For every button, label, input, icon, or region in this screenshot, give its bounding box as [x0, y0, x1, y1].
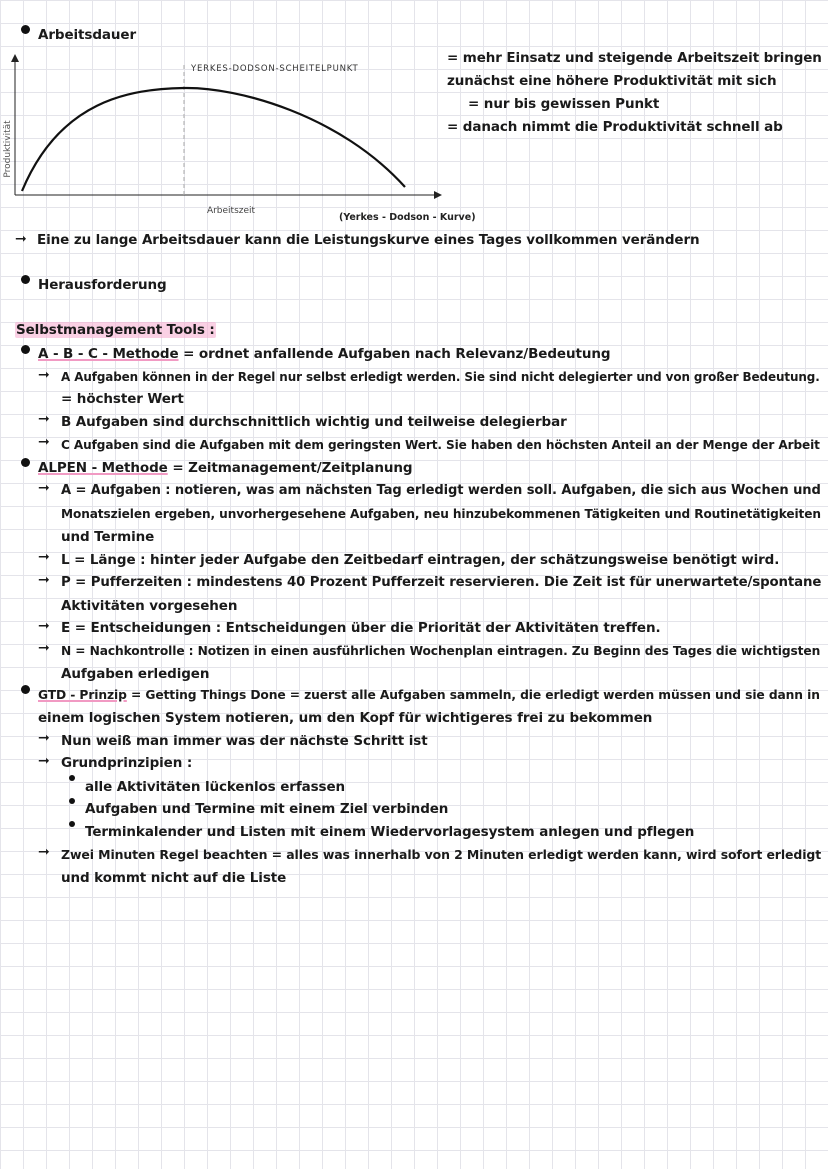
arrow-icon: ➞ [38, 480, 50, 496]
bullet-dot [21, 458, 30, 467]
bullet-dot [21, 345, 30, 354]
alpen-a-line-2: Monatszielen ergeben, unvorhergesehene Aufgaben, neu hinzubekommenen Tätigkeiten und Routinetätigkeiten [61, 507, 821, 521]
note-line-4: = danach nimmt die Produktivität schnell ab [447, 119, 783, 135]
gtd-principle-1: alle Aktivitäten lückenlos erfassen [85, 779, 346, 795]
alpen-p-line-1: P = Pufferzeiten : mindestens 40 Prozent Pufferzeit reservieren. Die Zeit ist für unerwartete/spontane [61, 575, 822, 590]
y-axis-label: Produktivität [3, 120, 13, 178]
gtd-title: GTD - Prinzip [38, 688, 127, 702]
gtd-title-line [38, 686, 820, 704]
abc-c-line: C Aufgaben sind die Aufgaben mit dem geringsten Wert. Sie haben den höchsten Anteil an der Menge der Arbeit [61, 438, 820, 452]
alpen-n-line-1: N = Nachkontrolle : Notizen in einen ausführlichen Wochenplan eintragen. Zu Beginn des Tages die wichtigsten [61, 644, 821, 658]
abc-b-line: B Aufgaben sind durchschnittlich wichtig und teilweise delegierbar [61, 414, 567, 430]
gtd-principle-2: Aufgaben und Termine mit einem Ziel verbinden [85, 801, 449, 817]
bullet-dot [69, 775, 75, 781]
gtd-title-rest: = Getting Things Done = zuerst alle Aufgaben sammeln, die erledigt werden müssen und sie dann in [126, 688, 820, 702]
x-axis-label: Arbeitszeit [206, 206, 256, 216]
arrow-icon: ➞ [38, 618, 50, 634]
gtd-next-step: Nun weiß man immer was der nächste Schritt ist [61, 733, 428, 749]
alpen-n-line-2: Aufgaben erledigen [61, 666, 210, 682]
arrow-icon: ➞ [38, 730, 50, 746]
tools-heading-text: Selbstmanagement Tools : [16, 322, 215, 338]
alpen-title-line [38, 459, 412, 477]
abc-a-line-2: = höchster Wert [61, 391, 184, 407]
note-line-1: = mehr Einsatz und steigende Arbeitszeit bringen [447, 50, 822, 66]
arrow-icon: ➞ [38, 549, 50, 565]
gtd-principles-label: Grundprinzipien : [61, 755, 193, 771]
arrow-icon: ➞ [15, 231, 27, 247]
abc-title-line [38, 345, 610, 363]
arrow-icon: ➞ [38, 844, 50, 860]
alpen-a-line-3: und Termine [61, 529, 155, 545]
alpen-title: ALPEN - Methode [38, 460, 168, 476]
bullet-dot [21, 685, 30, 694]
alpen-title-rest: = Zeitmanagement/Zeitplanung [167, 460, 413, 476]
alpen-p-line-2: Aktivitäten vorgesehen [61, 598, 238, 614]
alpen-e-line: E = Entscheidungen : Entscheidungen über die Priorität der Aktivitäten treffen. [61, 620, 661, 636]
note-line-3: = nur bis gewissen Punkt [468, 96, 660, 112]
note-line-2: zunächst eine höhere Produktivität mit sich [447, 73, 777, 89]
gtd-line-2: einem logischen System notieren, um den Kopf für wichtigeres frei zu bekommen [38, 710, 653, 726]
abc-title-rest: = ordnet anfallende Aufgaben nach Relevanz/Bedeutung [178, 346, 611, 362]
arrow-icon: ➞ [38, 411, 50, 427]
bullet-dot [21, 275, 30, 284]
gtd-two-min-line-2: und kommt nicht auf die Liste [61, 870, 287, 886]
arrow-icon: ➞ [38, 434, 50, 450]
abc-a-line-1: A Aufgaben können in der Regel nur selbst erledigt werden. Sie sind nicht delegierter und von großer Bedeutung. [61, 370, 820, 384]
peak-label: YERKES-DODSON-SCHEITELPUNKT [191, 64, 359, 74]
arrow-icon: ➞ [38, 753, 50, 769]
bullet-dot [69, 798, 75, 804]
conclusion-text: Eine zu lange Arbeitsdauer kann die Leistungskurve eines Tages vollkommen verändern [37, 232, 700, 248]
tools-heading [15, 321, 216, 339]
bullet-dot [21, 25, 30, 34]
heading-arbeitsdauer: Arbeitsdauer [38, 27, 137, 43]
chart-caption: (Yerkes - Dodson - Kurve) [339, 212, 476, 223]
arrow-icon: ➞ [38, 367, 50, 383]
abc-title: A - B - C - Methode [38, 346, 179, 362]
gtd-two-min-line-1: Zwei Minuten Regel beachten = alles was innerhalb von 2 Minuten erledigt werden kann, wird sofort erledigt [61, 847, 822, 862]
heading-herausforderung: Herausforderung [38, 277, 167, 293]
bullet-dot [69, 821, 75, 827]
arrow-icon: ➞ [38, 640, 50, 656]
arrow-icon: ➞ [38, 572, 50, 588]
x-axis-arrow [434, 191, 442, 199]
gtd-principle-3: Terminkalender und Listen mit einem Wiedervorlagesystem anlegen und pflegen [85, 824, 695, 840]
yerkes-dodson-curve [22, 88, 405, 191]
y-axis-arrow [11, 54, 19, 62]
alpen-l-line: L = Länge : hinter jeder Aufgabe den Zeitbedarf eintragen, der schätzungsweise benötigt wird. [61, 552, 780, 568]
alpen-a-line-1: A = Aufgaben : notieren, was am nächsten Tag erledigt werden soll. Aufgaben, die sich aus Wochen und [61, 483, 821, 498]
